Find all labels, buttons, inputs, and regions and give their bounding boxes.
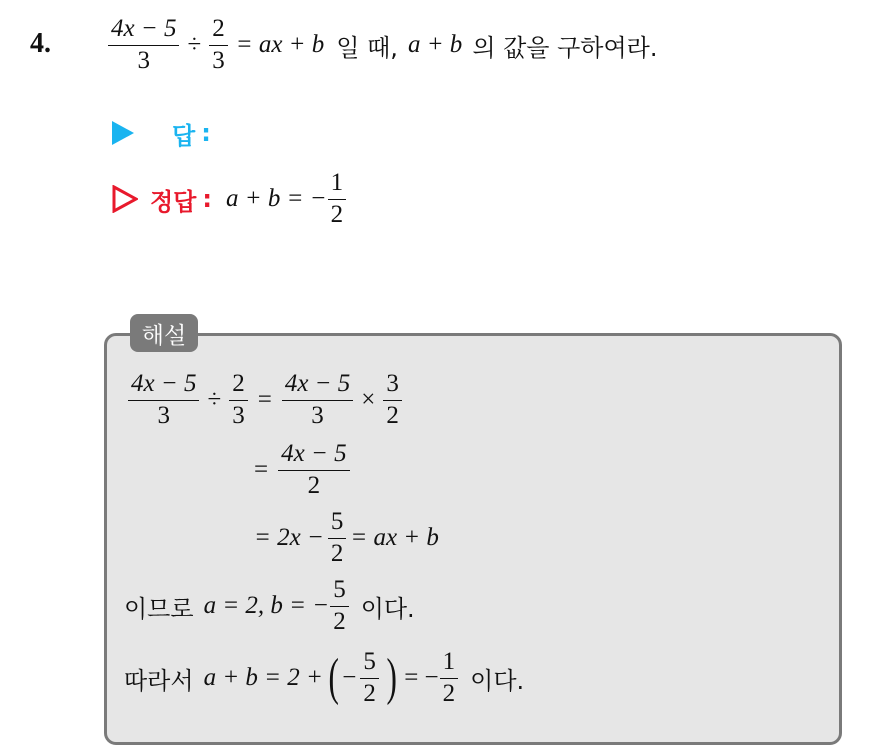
solution-fraction: [440, 648, 459, 709]
fraction-numerator: 3: [383, 370, 402, 401]
right-paren: ): [386, 649, 397, 706]
solution-fraction: [229, 370, 248, 431]
solution-fraction: [383, 370, 402, 431]
problem-text-2: 의 값을 구하여라.: [472, 33, 658, 62]
solution-expr: a + b = 2 +: [203, 664, 323, 691]
equals-sign: =: [254, 456, 269, 483]
fraction-denominator: 2: [363, 679, 376, 707]
equals-sign: =: [257, 386, 272, 413]
correct-answer-label: 정답: [150, 187, 197, 216]
solution-line-3: [254, 506, 439, 570]
fraction-denominator: 2: [307, 471, 321, 499]
minus-sign: −: [342, 664, 357, 691]
solution-text: 따라서: [124, 666, 194, 695]
fraction-numerator: 2: [229, 370, 248, 401]
solution-expr: = ax + b: [350, 524, 439, 551]
answer-label: 답: [172, 121, 196, 150]
solution-fraction: [360, 648, 379, 709]
fraction-numerator: 5: [328, 508, 347, 539]
fraction-denominator: 2: [330, 200, 344, 228]
solution-fraction: [328, 508, 347, 569]
left-paren: (: [328, 649, 339, 706]
solution-fraction: [330, 576, 349, 637]
problem-fraction-2: [209, 15, 228, 76]
fraction-numerator: 4x − 5: [282, 370, 353, 401]
fraction-numerator: 2: [209, 15, 228, 46]
solution-text: 이므로: [124, 594, 194, 623]
problem-statement: [104, 10, 658, 80]
correct-answer-row: [112, 168, 350, 230]
fraction-numerator: 4x − 5: [278, 440, 349, 471]
fraction-denominator: 2: [333, 607, 346, 635]
solution-text: 이다.: [470, 666, 525, 695]
answer-row: [112, 118, 211, 148]
answer-colon: :: [201, 119, 211, 147]
solution-line-5: [124, 644, 524, 712]
fraction-denominator: 3: [311, 401, 324, 429]
fraction-denominator: 2: [386, 401, 399, 429]
solution-expr: = −: [404, 664, 439, 691]
solution-fraction: [282, 370, 353, 431]
solution-fraction: [128, 370, 199, 431]
correct-answer-expr: a + b = −: [225, 185, 327, 212]
correct-answer-colon: :: [202, 185, 212, 213]
divide-sign: ÷: [187, 31, 202, 58]
problem-expr: a + b: [407, 31, 463, 58]
fraction-numerator: 5: [360, 648, 379, 679]
correct-answer-fraction: [328, 169, 347, 230]
fraction-numerator: 1: [328, 169, 347, 200]
fraction-denominator: 2: [330, 539, 344, 567]
solution-line-1: [124, 368, 406, 432]
fraction-denominator: 2: [442, 679, 456, 707]
fraction-numerator: 4x − 5: [108, 15, 179, 46]
solution-expr: a = 2, b = −: [203, 592, 330, 619]
fraction-denominator: 3: [157, 401, 170, 429]
fraction-denominator: 3: [232, 401, 245, 429]
problem-number: 4.: [30, 28, 51, 59]
play-triangle-icon: [112, 121, 134, 145]
problem-text-1: 일 때,: [336, 33, 398, 62]
outline-triangle-icon: [112, 185, 138, 213]
divide-sign: ÷: [207, 386, 222, 413]
problem-fraction-1: [108, 15, 179, 76]
fraction-numerator: 5: [330, 576, 349, 607]
solution-line-4: [124, 574, 415, 638]
fraction-numerator: 1: [440, 648, 459, 679]
solution-text: 이다.: [360, 594, 415, 623]
problem-rhs: = ax + b: [235, 31, 325, 58]
solution-tag: 해설: [130, 314, 198, 352]
solution-fraction: [278, 440, 349, 501]
solution-expr: = 2x −: [254, 524, 324, 551]
times-sign: ×: [361, 386, 376, 413]
fraction-denominator: 3: [212, 46, 225, 74]
fraction-numerator: 4x − 5: [128, 370, 199, 401]
fraction-denominator: 3: [137, 46, 150, 74]
solution-line-2: [254, 438, 354, 502]
